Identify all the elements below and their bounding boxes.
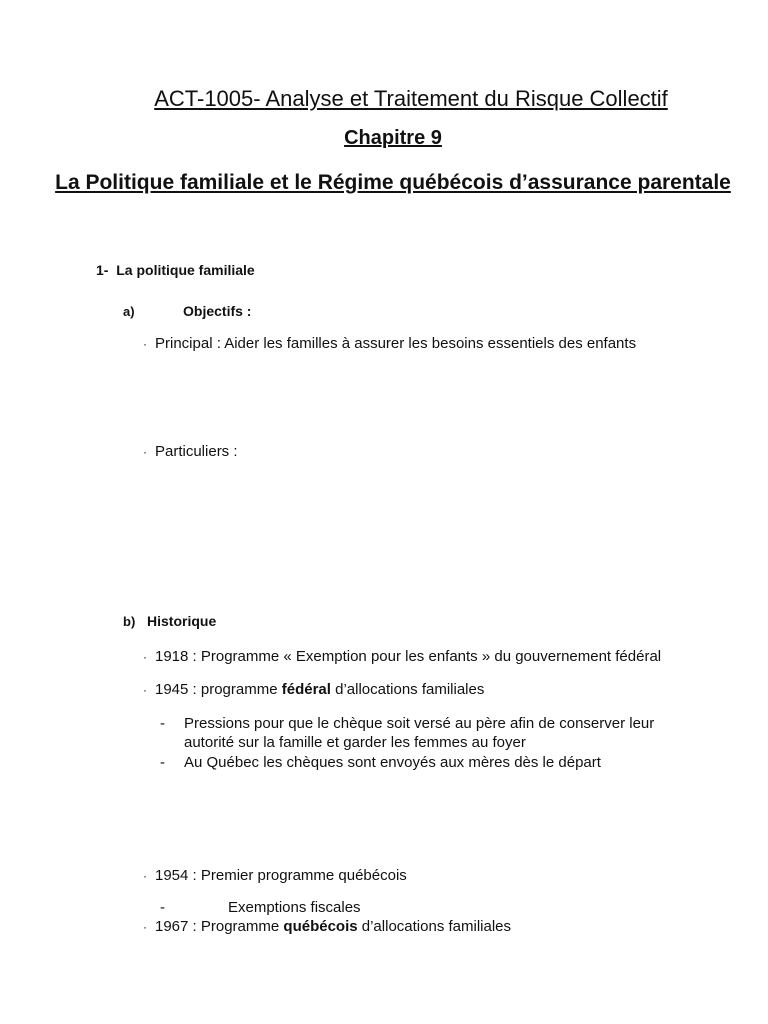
section-title: La politique familiale [116,262,255,278]
particuliers-label: Particuliers : [155,443,238,460]
dash-marker: - [160,754,165,771]
subsection-a-letter: a) [123,304,135,319]
history-text-bold: fédéral [281,681,331,698]
history-text: 1918 : Programme « Exemption pour les enfants » du gouvernement fédéral [155,648,662,665]
history-text: 1954 : Premier programme québécois [155,867,407,884]
bullet-dot: · [143,445,147,459]
dash-item-exemptions [160,898,361,917]
principal-text: Aider les familles à assurer les besoins essentiels des enfants [220,335,637,352]
dash-text: Exemptions fiscales [228,899,361,916]
bullet-dot: · [143,920,147,934]
history-item-1954 [143,867,407,884]
history-text-after: d’allocations familiales [357,918,511,935]
course-title: ACT-1005- Analyse et Traitement du Risque Collectif [154,86,668,111]
dash-text: Pressions pour que le chèque soit versé au père afin de conserver leur autorité sur la famille et garder les femmes au foyer [184,715,655,751]
subject-title [0,169,768,197]
history-item-1945 [143,681,484,698]
section-1-heading [96,262,255,278]
subsection-b-title: Historique [147,613,217,629]
bullet-dot: · [143,337,147,351]
history-text-before: 1945 : programme [155,681,282,698]
history-text-before: 1967 : Programme [155,918,284,935]
objective-principal [143,335,636,352]
subsection-a-title: Objectifs : [183,303,252,319]
bullet-dot: · [143,650,147,664]
subject-text: La Politique familiale et le Régime québécois d’assurance parentale [55,171,731,194]
dash-marker: - [160,899,165,916]
history-text-bold: québécois [283,918,358,935]
bullet-dot: · [143,869,147,883]
dash-item-pressions [160,714,694,752]
history-item-1918 [143,648,661,665]
dash-text: Au Québec les chèques sont envoyés aux mères dès le départ [184,754,601,771]
history-text-after: d’allocations familiales [330,681,485,698]
dash-marker: - [160,715,165,732]
objective-particuliers [143,443,238,460]
principal-label: Principal : [155,335,221,352]
dash-item-quebec [160,753,694,772]
bullet-dot: · [143,683,147,697]
chapter-title: Chapitre 9 [344,127,442,149]
subsection-b-letter: b) [123,614,136,629]
section-number: 1- [96,262,109,278]
history-item-1967 [143,918,511,935]
